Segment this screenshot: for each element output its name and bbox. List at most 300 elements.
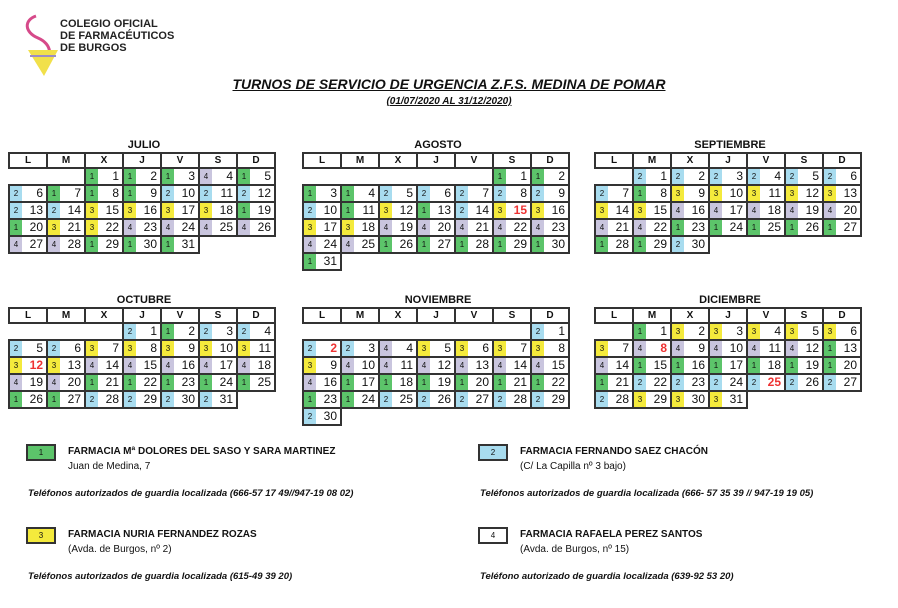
- pharmacy-code: 2: [380, 392, 392, 407]
- pharmacy-code: 4: [596, 358, 608, 373]
- day-cell: [9, 357, 47, 374]
- pharmacy-code: 2: [596, 186, 608, 201]
- day-number: 8: [150, 341, 157, 355]
- day-cell: [85, 340, 123, 357]
- day-cell: [47, 219, 85, 236]
- pharmacy-code: 2: [456, 203, 468, 218]
- day-cell: [493, 168, 531, 185]
- pharmacy-code: 3: [634, 203, 646, 218]
- day-number: 25: [219, 220, 233, 234]
- day-cell: [85, 357, 123, 374]
- pharmacy-code: 4: [672, 341, 684, 356]
- day-number: 22: [143, 375, 157, 389]
- day-number: 14: [475, 203, 489, 217]
- pharmacy-code: 2: [824, 375, 836, 390]
- day-cell: [237, 185, 275, 202]
- pharmacy-code: 1: [124, 375, 136, 390]
- day-cell: [161, 391, 199, 408]
- day-cell: [709, 357, 747, 374]
- weekday-header: S: [785, 153, 823, 168]
- pharmacy-code: 2: [10, 203, 22, 218]
- pharmacy-code: 2: [200, 392, 212, 407]
- day-cell: [785, 202, 823, 219]
- day-cell: [303, 202, 341, 219]
- month-calendar: [8, 307, 276, 409]
- day-number: 24: [181, 220, 195, 234]
- legend-code-box: 2: [478, 444, 508, 461]
- day-number: 12: [399, 203, 413, 217]
- weekday-header: L: [595, 153, 633, 168]
- day-number: 19: [805, 203, 819, 217]
- day-cell: [9, 185, 47, 202]
- weekday-header: M: [47, 153, 85, 168]
- day-cell: [671, 323, 709, 340]
- day-number: 1: [112, 169, 119, 183]
- day-cell: [709, 202, 747, 219]
- day-number: 24: [361, 392, 375, 406]
- day-number: 30: [691, 392, 705, 406]
- pharmacy-code: 4: [786, 203, 798, 218]
- day-cell: [455, 357, 493, 374]
- day-cell: [493, 391, 531, 408]
- day-cell: [671, 185, 709, 202]
- day-number: 10: [729, 341, 743, 355]
- pharmacy-code: 3: [200, 341, 212, 356]
- day-cell: [747, 323, 785, 340]
- empty-cell: [47, 168, 85, 185]
- weekday-header: M: [341, 153, 379, 168]
- day-cell: [633, 340, 671, 357]
- pharmacy-code: 1: [86, 169, 98, 184]
- day-cell: [417, 391, 455, 408]
- empty-cell: [595, 168, 633, 185]
- day-cell: [85, 185, 123, 202]
- day-number: 20: [437, 220, 451, 234]
- day-number: 23: [691, 220, 705, 234]
- day-cell: [199, 219, 237, 236]
- pharmacy-code: 4: [596, 220, 608, 235]
- day-number: 11: [220, 186, 233, 200]
- day-cell: [199, 202, 237, 219]
- day-number: 21: [513, 375, 527, 389]
- pharmacy-code: 3: [86, 220, 98, 235]
- day-number: 15: [105, 203, 119, 217]
- day-cell: [785, 374, 823, 391]
- day-cell: [709, 391, 747, 408]
- empty-cell: [9, 323, 47, 340]
- day-cell: [341, 185, 379, 202]
- day-cell: [785, 340, 823, 357]
- pharmacy-address: (C/ La Capilla nº 3 bajo): [520, 461, 626, 472]
- empty-cell: [417, 323, 455, 340]
- day-number: 5: [36, 341, 43, 355]
- day-cell: [595, 202, 633, 219]
- day-cell: [123, 323, 161, 340]
- day-cell: [785, 168, 823, 185]
- day-cell: [595, 219, 633, 236]
- day-number: 3: [736, 169, 743, 183]
- day-number: 10: [219, 341, 233, 355]
- day-cell: [47, 340, 85, 357]
- day-cell: [823, 219, 861, 236]
- weekday-header: X: [671, 308, 709, 323]
- pharmacy-code: 2: [304, 341, 316, 356]
- pharmacy-code: 4: [304, 375, 316, 390]
- pharmacy-code: 4: [380, 358, 392, 373]
- day-number: 17: [323, 220, 337, 234]
- weekday-header: D: [237, 153, 275, 168]
- day-number: 9: [188, 341, 195, 355]
- day-number: 19: [399, 220, 413, 234]
- pharmacy-code: 2: [786, 375, 798, 390]
- day-number: 1: [558, 324, 565, 338]
- day-number: 7: [520, 341, 527, 355]
- pharmacy-code: 3: [786, 324, 798, 339]
- pharmacy-code: 3: [786, 186, 798, 201]
- day-number: 29: [513, 237, 527, 251]
- day-number: 9: [698, 186, 705, 200]
- day-cell: [85, 219, 123, 236]
- day-number: 19: [805, 358, 819, 372]
- org-line-1: COLEGIO OFICIAL: [60, 18, 158, 30]
- pharmacy-code: 4: [824, 203, 836, 218]
- day-cell: [199, 374, 237, 391]
- day-number: 23: [181, 375, 195, 389]
- day-number: 26: [29, 392, 43, 406]
- day-number: 22: [653, 375, 667, 389]
- day-cell: [633, 168, 671, 185]
- day-cell: [531, 202, 569, 219]
- weekday-header: M: [341, 308, 379, 323]
- pharmacy-code: 2: [748, 169, 760, 184]
- day-number: 20: [843, 203, 857, 217]
- day-cell: [303, 391, 341, 408]
- pharmacy-code: 1: [86, 186, 98, 201]
- pharmacy-code: 1: [304, 392, 316, 407]
- day-cell: [85, 236, 123, 253]
- day-number: 24: [219, 375, 233, 389]
- day-cell: [9, 236, 47, 253]
- day-number: 8: [660, 341, 667, 355]
- day-cell: [303, 357, 341, 374]
- day-cell: [531, 236, 569, 253]
- empty-cell: [341, 168, 379, 185]
- month-name: SEPTIEMBRE: [694, 139, 766, 151]
- day-cell: [417, 236, 455, 253]
- day-number: 26: [437, 392, 451, 406]
- day-number: 28: [615, 237, 629, 251]
- day-cell: [123, 357, 161, 374]
- day-cell: [493, 219, 531, 236]
- legend-code-box: 4: [478, 527, 508, 544]
- day-cell: [9, 340, 47, 357]
- pharmacy-code: 4: [748, 341, 760, 356]
- day-number: 2: [558, 169, 565, 183]
- pharmacy-code: 2: [786, 169, 798, 184]
- pharmacy-code: 4: [710, 341, 722, 356]
- day-cell: [341, 357, 379, 374]
- day-number: 7: [112, 341, 119, 355]
- pharmacy-code: 1: [494, 169, 506, 184]
- day-cell: [379, 202, 417, 219]
- day-cell: [531, 357, 569, 374]
- day-cell: [455, 219, 493, 236]
- day-number: 5: [444, 341, 451, 355]
- day-number: 18: [361, 220, 375, 234]
- pharmacy-code: 2: [532, 324, 544, 339]
- pharmacy-code: 1: [634, 237, 646, 252]
- pharmacy-code: 4: [162, 358, 174, 373]
- college-name: [60, 18, 174, 54]
- pharmacy-code: 3: [304, 220, 316, 235]
- day-cell: [417, 340, 455, 357]
- pharmacy-code: 2: [418, 392, 430, 407]
- day-number: 13: [475, 358, 489, 372]
- day-number: 27: [843, 220, 857, 234]
- pharmacy-code: 3: [238, 341, 250, 356]
- day-number: 26: [399, 237, 413, 251]
- weekday-header: L: [303, 308, 341, 323]
- pharmacy-code: 4: [124, 358, 136, 373]
- day-cell: [671, 391, 709, 408]
- day-number: 7: [622, 341, 629, 355]
- pharmacy-code: 2: [238, 186, 250, 201]
- day-number: 17: [729, 358, 743, 372]
- day-cell: [633, 357, 671, 374]
- day-cell: [785, 185, 823, 202]
- pharmacy-code: 3: [710, 392, 722, 407]
- pharmacy-code: 3: [124, 341, 136, 356]
- day-cell: [237, 357, 275, 374]
- pharmacy-code: 3: [200, 203, 212, 218]
- day-number: 13: [67, 358, 81, 372]
- day-number: 30: [551, 237, 565, 251]
- weekday-header: J: [417, 153, 455, 168]
- day-number: 4: [774, 324, 781, 338]
- day-cell: [303, 253, 341, 270]
- day-number: 25: [257, 375, 271, 389]
- pharmacy-code: 2: [596, 392, 608, 407]
- pharmacy-code: 2: [10, 341, 22, 356]
- day-cell: [199, 391, 237, 408]
- day-number: 30: [323, 409, 337, 423]
- day-cell: [303, 185, 341, 202]
- pharmacy-code: 2: [418, 186, 430, 201]
- day-cell: [199, 340, 237, 357]
- pharmacy-code: 2: [456, 392, 468, 407]
- pharmacy-code: 1: [710, 358, 722, 373]
- day-number: 20: [475, 375, 489, 389]
- day-number: 6: [444, 186, 451, 200]
- pharmacy-code: 1: [162, 324, 174, 339]
- pharmacy-code: 1: [342, 392, 354, 407]
- legend-code-box: 3: [26, 527, 56, 544]
- day-cell: [47, 374, 85, 391]
- day-number: 21: [67, 220, 81, 234]
- day-number: 6: [482, 341, 489, 355]
- day-cell: [123, 185, 161, 202]
- pharmacy-code: 1: [418, 203, 430, 218]
- day-cell: [823, 340, 861, 357]
- day-number: 3: [368, 341, 375, 355]
- day-number: 19: [29, 375, 43, 389]
- pharmacy-code: 4: [162, 220, 174, 235]
- pharmacy-code: 3: [710, 324, 722, 339]
- day-number: 8: [112, 186, 119, 200]
- day-cell: [161, 374, 199, 391]
- day-cell: [341, 391, 379, 408]
- day-cell: [123, 236, 161, 253]
- day-cell: [379, 236, 417, 253]
- empty-cell: [595, 323, 633, 340]
- day-number: 18: [767, 358, 781, 372]
- month-agosto: [302, 138, 574, 271]
- day-number: 15: [143, 358, 157, 372]
- day-number: 2: [150, 169, 157, 183]
- day-cell: [531, 168, 569, 185]
- pharmacy-code: 1: [124, 169, 136, 184]
- day-cell: [161, 236, 199, 253]
- pharmacy-code: 1: [456, 375, 468, 390]
- day-cell: [237, 340, 275, 357]
- pharmacy-code: 1: [238, 169, 250, 184]
- pharmacy-code: 2: [634, 169, 646, 184]
- day-number: 4: [406, 341, 413, 355]
- day-number: 25: [767, 375, 781, 389]
- day-number: 30: [691, 237, 705, 251]
- day-number: 27: [437, 237, 451, 251]
- pharmacy-code: 3: [10, 358, 22, 373]
- pharmacy-code: 4: [342, 358, 354, 373]
- pharmacy-code: 1: [418, 237, 430, 252]
- day-cell: [747, 219, 785, 236]
- pharmacy-code: 2: [672, 375, 684, 390]
- day-cell: [341, 236, 379, 253]
- day-cell: [455, 202, 493, 219]
- month-noviembre: [302, 293, 574, 426]
- pharmacy-code: 2: [200, 324, 212, 339]
- pharmacy-code: 4: [380, 220, 392, 235]
- empty-cell: [455, 323, 493, 340]
- day-number: 15: [551, 358, 565, 372]
- day-number: 29: [105, 237, 119, 251]
- pharmacy-code: 1: [748, 358, 760, 373]
- day-cell: [823, 168, 861, 185]
- day-number: 17: [219, 358, 233, 372]
- day-number: 26: [257, 220, 271, 234]
- day-cell: [85, 168, 123, 185]
- pharmacy-phone: Teléfonos autorizados de guardia localizada (666- 57 35 39 // 947-19 19 05): [480, 488, 814, 499]
- day-number: 18: [257, 358, 271, 372]
- pharmacy-code: 1: [634, 324, 646, 339]
- day-cell: [823, 185, 861, 202]
- day-cell: [303, 236, 341, 253]
- day-number: 9: [558, 186, 565, 200]
- day-cell: [237, 219, 275, 236]
- pharmacy-code: 1: [162, 375, 174, 390]
- pharmacy-code: 1: [532, 237, 544, 252]
- day-number: 8: [520, 186, 527, 200]
- weekday-header: D: [531, 153, 569, 168]
- day-cell: [47, 391, 85, 408]
- day-number: 1: [660, 324, 667, 338]
- day-number: 24: [323, 237, 337, 251]
- month-calendar: [594, 307, 862, 409]
- day-number: 5: [264, 169, 271, 183]
- pharmacy-code: 3: [748, 186, 760, 201]
- pharmacy-code: 3: [494, 203, 506, 218]
- day-number: 8: [660, 186, 667, 200]
- pharmacy-code: 2: [456, 186, 468, 201]
- weekday-header: S: [493, 153, 531, 168]
- pharmacy-code: 4: [200, 169, 212, 184]
- pharmacy-code: 3: [672, 186, 684, 201]
- day-cell: [85, 202, 123, 219]
- pharmacy-code: 3: [532, 341, 544, 356]
- weekday-header: J: [123, 153, 161, 168]
- month-name: AGOSTO: [414, 139, 462, 151]
- weekday-header: V: [455, 308, 493, 323]
- day-number: 3: [736, 324, 743, 338]
- pharmacy-code: 1: [380, 375, 392, 390]
- pharmacy-code: 2: [672, 237, 684, 252]
- day-cell: [747, 202, 785, 219]
- day-number: 11: [768, 341, 781, 355]
- weekday-header: S: [199, 153, 237, 168]
- pharmacy-code: 3: [342, 220, 354, 235]
- day-cell: [161, 219, 199, 236]
- day-cell: [161, 340, 199, 357]
- day-cell: [709, 168, 747, 185]
- day-cell: [123, 340, 161, 357]
- day-number: 16: [691, 358, 705, 372]
- pharmacy-code: 1: [824, 220, 836, 235]
- pharmacy-code: 1: [532, 169, 544, 184]
- pharmacy-code: 2: [10, 186, 22, 201]
- pharmacy-code: 1: [380, 237, 392, 252]
- weekday-header: S: [493, 308, 531, 323]
- pharmacy-code: 4: [86, 358, 98, 373]
- day-number: 6: [850, 169, 857, 183]
- day-number: 30: [181, 392, 195, 406]
- day-cell: [531, 391, 569, 408]
- day-number: 30: [143, 237, 157, 251]
- pharmacy-name: FARMACIA NURIA FERNANDEZ ROZAS: [68, 529, 257, 540]
- month-septiembre: [594, 138, 866, 254]
- day-number: 17: [729, 203, 743, 217]
- day-number: 28: [513, 392, 527, 406]
- day-number: 5: [812, 169, 819, 183]
- day-number: 14: [513, 358, 527, 372]
- month-calendar: [594, 152, 862, 254]
- day-number: 13: [843, 186, 857, 200]
- pharmacy-code: 2: [162, 392, 174, 407]
- day-cell: [9, 202, 47, 219]
- weekday-header: X: [379, 308, 417, 323]
- pharmacy-code: 1: [672, 220, 684, 235]
- day-number: 14: [67, 203, 81, 217]
- weekday-header: X: [85, 308, 123, 323]
- pharmacy-code: 1: [10, 220, 22, 235]
- day-cell: [493, 340, 531, 357]
- day-cell: [455, 391, 493, 408]
- weekday-header: J: [417, 308, 455, 323]
- weekday-header: D: [237, 308, 275, 323]
- day-cell: [633, 202, 671, 219]
- day-number: 31: [729, 392, 743, 406]
- day-number: 28: [615, 392, 629, 406]
- weekday-header: V: [747, 153, 785, 168]
